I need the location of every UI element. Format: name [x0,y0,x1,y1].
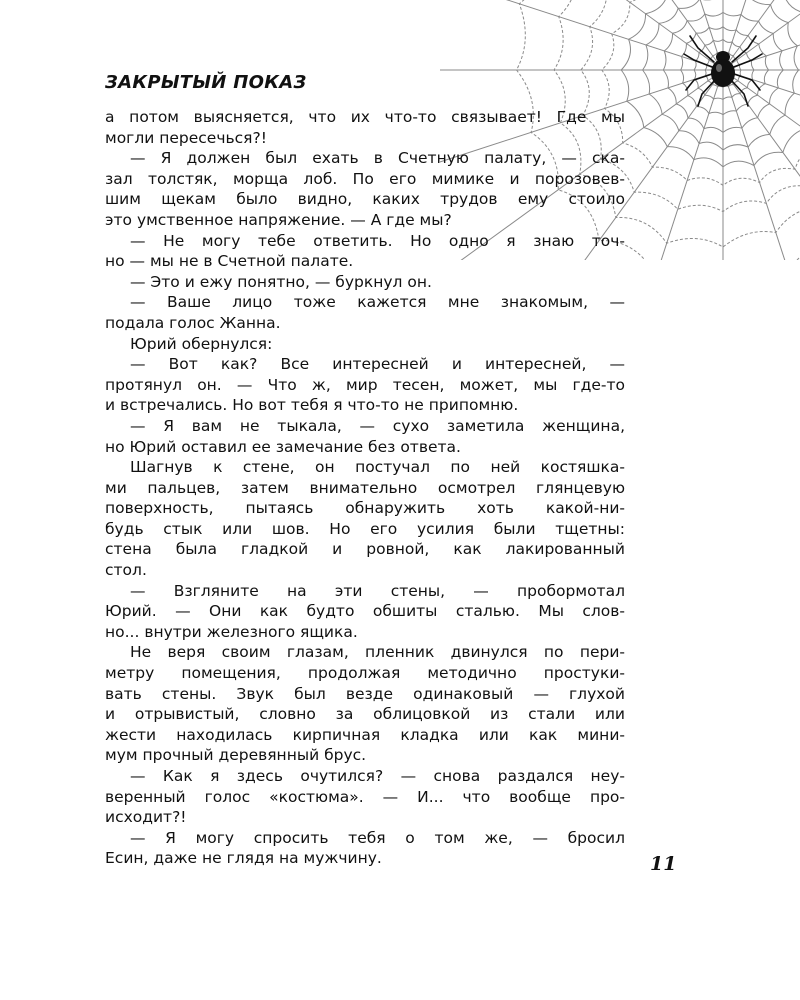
text-line: но — мы не в Счетной палате. [105,252,354,271]
text-line: Не веря своим глазам, пленник двинулся по пери- [130,643,625,662]
running-head-title: ЗАКРЫТЫЙ ПОКАЗ [105,72,307,93]
body-text [105,107,625,869]
text-line: Шагнув к стене, он постучал по ней костяшка- [130,458,625,477]
text-line: — Вот как? Все интересней и интересней, — [130,355,625,374]
text-line: веренный голос «костюма». — И... что вообще про- [105,787,625,806]
text-line: — Не могу тебе ответить. Но одно я знаю точ- [130,231,625,250]
text-line: стол. [105,561,147,580]
text-line: мум прочный деревянный брус. [105,746,367,765]
text-line: зал толстяк, морща лоб. По его мимике и порозовев- [105,169,625,188]
text-line: и отрывистый, словно за облицовкой из стали или [105,705,625,724]
text-line: — Как я здесь очутился? — снова раздался неу- [130,767,625,785]
text-line: а потом выясняется, что их что-то связывает! Где мы [105,108,625,126]
text-line: исходит?! [105,808,187,827]
text-line: но... внутри железного ящика. [105,622,358,641]
text-line: — Взгляните на эти стены, — пробормотал [130,581,625,600]
text-line: ми пальцев, затем внимательно осмотрел глянцевую [105,478,625,497]
text-line: будь стык или шов. Но его усилия были тщетны: [105,519,625,538]
text-line: — Я должен был ехать в Счетную палату, — ска- [130,149,625,168]
text-line: поверхность, пытаясь обнаружить хоть какой-ни- [105,499,625,518]
text-line: вать стены. Звук был везде одинаковый — глухой [105,684,625,703]
text-line: — Я могу спросить тебя о том же, — бросил [130,828,625,847]
text-line: стена была гладкой и ровной, как лакированный [105,540,625,559]
text-line: подала голос Жанна. [105,313,281,332]
text-line: Юрий. — Они как будто обшиты сталью. Мы слов- [105,602,625,621]
text-line: могли пересечься?! [105,128,267,147]
text-line: шим щекам было видно, каких трудов ему стоило [105,190,625,209]
text-line: — Я вам не тыкала, — сухо заметила женщина, [130,416,625,435]
text-line: Есин, даже не глядя на мужчину. [105,849,382,868]
page-number: 11 [650,853,677,875]
text-line: это умственное напряжение. — А где мы? [105,210,452,229]
text-line: но Юрий оставил ее замечание без ответа. [105,437,461,456]
text-line: — Это и ежу понятно, — буркнул он. [130,272,432,291]
text-line: протянул он. — Что ж, мир тесен, может, мы где-то [105,375,625,394]
text-line: и встречались. Но вот тебя я что-то не припомню. [105,396,519,415]
text-line: метру помещения, продолжая методично простуки- [105,664,625,683]
text-line: Юрий обернулся: [130,334,273,353]
text-line: жести находилась кирпичная кладка или как мини- [105,725,625,744]
text-line: — Ваше лицо тоже кажется мне знакомым, — [130,293,625,312]
